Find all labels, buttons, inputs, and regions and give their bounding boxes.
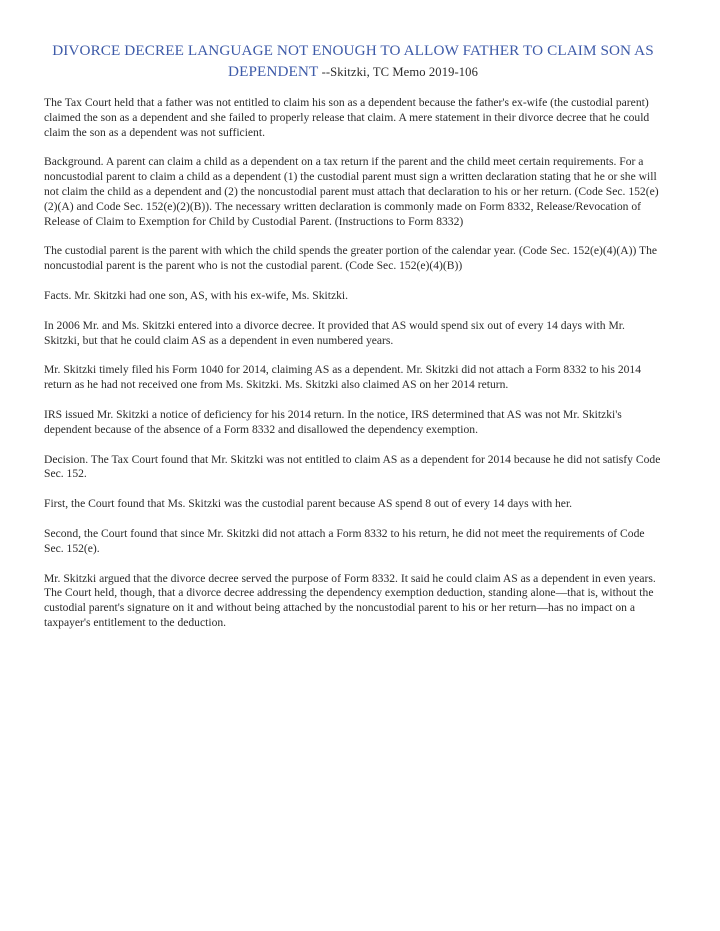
paragraph-first-finding: First, the Court found that Ms. Skitzki was the custodial parent because AS spend 8 out of every 14 days with her. <box>44 497 573 511</box>
paragraph-second-finding: Second, the Court found that since Mr. Skitzki did not attach a Form 8332 to his return, he did not meet the requirements of Code Sec. 152(e). <box>44 526 645 555</box>
paragraph-facts: Facts. Mr. Skitzki had one son, AS, with his ex-wife, Ms. Skitzki. <box>44 288 349 302</box>
paragraph-divorce-decree: In 2006 Mr. and Ms. Skitzki entered into a divorce decree. It provided that AS would spend six out of every 14 days with Mr. Skitzki, but that he could claim AS as a dependent in even numbered years. <box>44 318 625 347</box>
title-headline: DIVORCE DECREE LANGUAGE NOT ENOUGH TO ALLOW FATHER TO CLAIM SON AS DEPENDENT <box>52 42 654 80</box>
paragraph-background: Background. A parent can claim a child as a dependent on a tax return if the parent and the child meet certain requirements. For a noncustodial parent to claim a child as a dependent (1) the custodial parent must sign a written declaration stating that he or she will not claim the child as a dependent and (2) the noncustodial parent must attach that declaration to his or her return. (Code Sec. 152(e)(2)(A) and Code Sec. 152(e)(2)(B)). The necessary written declaration is commonly made on Form 8332, Release/Revocation of Release of Claim to Exemption for Child by Custodial Parent. (Instructions to Form 8332) <box>44 155 659 228</box>
paragraph-decision: Decision. The Tax Court found that Mr. Skitzki was not entitled to claim AS as a dependent for 2014 because he did not satisfy Code Sec. 152. <box>44 452 661 481</box>
paragraph-custodial-definition: The custodial parent is the parent with which the child spends the greater portion of the calendar year. (Code Sec. 152(e)(4)(A)) The noncustodial parent is the parent who is not the custodial parent. (Code Sec. 152(e)(4)(B)) <box>44 244 658 273</box>
paragraph-summary: The Tax Court held that a father was not entitled to claim his son as a dependent because the father's ex-wife (the custodial parent) claimed the son as a dependent and she failed to properly release that claim. A mere statement in their divorce decree that he could claim the son as a dependent was not sufficient. <box>44 96 650 139</box>
paragraph-form-1040: Mr. Skitzki timely filed his Form 1040 for 2014, claiming AS as a dependent. Mr. Skitzki did not attach a Form 8332 to his 2014 return as he had not received one from Ms. Skitzki. Ms. Skitzki also claimed AS on her 2014 return. <box>44 363 642 392</box>
paragraph-argument: Mr. Skitzki argued that the divorce decree served the purpose of Form 8332. It said he could claim AS as a dependent in even years. The Court held, though, that a divorce decree addressing the dependency exemption deduction, standing alone—that is, without the custodial parent's signature on it and without being attached by the noncustodial parent to his or her return—has no impact on a taxpayer's entitlement to the deduction. <box>44 571 656 629</box>
title-citation: --Skitzki, TC Memo 2019-106 <box>318 65 478 79</box>
document-title <box>44 40 662 83</box>
paragraph-notice-of-deficiency: IRS issued Mr. Skitzki a notice of deficiency for his 2014 return. In the notice, IRS determined that AS was not Mr. Skitzki's dependent because of the absence of a Form 8332 and disallowed the dependency exemption. <box>44 407 622 436</box>
